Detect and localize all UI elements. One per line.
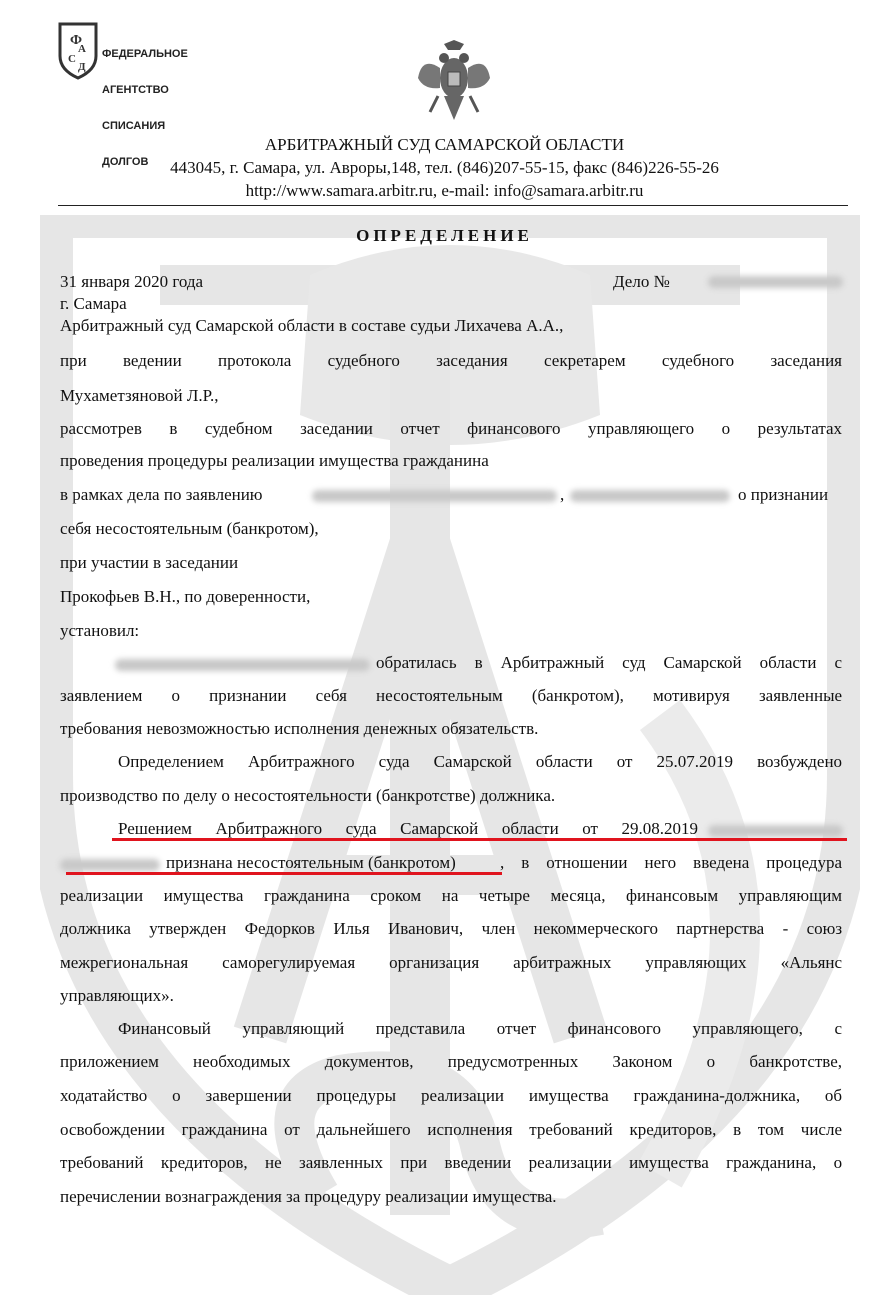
highlighted-text: признана несостоятельным (банкротом) [166, 853, 456, 872]
text-line: Арбитражный суд Самарской области в составе судьи Лихачева А.А., [60, 316, 564, 335]
text-line: рассмотрев в судебном заседании отчет финансового управляющего о результатах [60, 419, 843, 438]
redacted-case-number [708, 276, 843, 288]
text-line: ходатайство о завершении процедуры реализации имущества гражданина-должника, об [60, 1086, 843, 1105]
agency-logo [58, 22, 208, 168]
highlighted-text-line: Решением Арбитражного суда Самарской области от 29.08.2019 [118, 819, 699, 838]
redacted-applicant-name [312, 490, 557, 502]
document-date: 31 января 2020 года [60, 272, 204, 291]
svg-text:С: С [68, 53, 76, 65]
court-address: 443045, г. Самара, ул. Авроры,148, тел. (846)207-55-15, факс (846)226-55-26 [170, 158, 719, 177]
text-line: о признании [738, 485, 829, 504]
redacted-debtor-name [115, 659, 370, 671]
text-line: Определением Арбитражного суда Самарской области от 25.07.2019 возбуждено [118, 752, 843, 771]
agency-name: ФЕДЕРАЛЬНОЕ АГЕНТСТВО СПИСАНИЯ ДОЛГОВ [102, 48, 188, 168]
text-line: Прокофьев В.Н., по доверенности, [60, 587, 311, 606]
text-line: , в отношении него введена процедура [500, 853, 842, 872]
text-line: реализации имущества гражданина сроком на четыре месяца, финансовым управляющим [60, 886, 843, 905]
text-line: Мухаметзяновой Л.Р., [60, 386, 219, 405]
text-line: должника утвержден Федорков Илья Иванович, член некоммерческого партнерства - союз [60, 919, 843, 938]
text-line: установил: [60, 621, 140, 640]
text-comma: , [560, 485, 565, 504]
text-line: освобождении гражданина от дальнейшего исполнения требований кредиторов, в том числе [60, 1120, 842, 1139]
text-line: межрегиональная саморегулируемая организация арбитражных управляющих «Альянс [60, 953, 843, 972]
header-divider [58, 205, 848, 206]
case-number-label: Дело № [613, 272, 670, 291]
document-title: ОПРЕДЕЛЕНИЕ [356, 226, 533, 245]
text-line: обратилась в Арбитражный суд Самарской области с [376, 653, 842, 672]
document-city: г. Самара [60, 294, 127, 313]
text-line: требования невозможностью исполнения денежных обязательств. [60, 719, 539, 738]
court-contacts: http://www.samara.arbitr.ru, e-mail: info@samara.arbitr.ru [245, 181, 644, 200]
text-line: себя несостоятельным (банкротом), [60, 519, 319, 538]
coat-of-arms-icon [414, 38, 494, 124]
text-line: при ведении протокола судебного заседания секретарем судебного заседания [60, 351, 842, 370]
svg-text:Д: Д [78, 61, 86, 73]
text-line: производство по делу о несостоятельности (банкротстве) должника. [60, 786, 556, 805]
redacted-debtor-name [708, 825, 843, 837]
red-underline [112, 838, 847, 841]
text-line: приложением необходимых документов, предусмотренных Законом о банкротстве, [60, 1052, 843, 1071]
text-line: перечислении вознаграждения за процедуру реализации имущества. [60, 1187, 557, 1206]
court-name: АРБИТРАЖНЫЙ СУД САМАРСКОЙ ОБЛАСТИ [264, 135, 625, 154]
redacted-applicant-id [570, 490, 730, 502]
svg-text:Ф: Ф [70, 33, 83, 48]
text-line: заявлением о признании себя несостоятельным (банкротом), мотивируя заявленные [60, 686, 843, 705]
redacted-debtor-name [60, 859, 160, 871]
svg-text:А: А [78, 43, 86, 55]
shield-logo-icon [58, 22, 98, 80]
text-line: Финансовый управляющий представила отчет финансового управляющего, с [118, 1019, 843, 1038]
text-line: управляющих». [60, 986, 174, 1005]
text-line: требований кредиторов, не заявленных при введении реализации имущества гражданина, о [60, 1153, 843, 1172]
text-line: при участии в заседании [60, 553, 239, 572]
red-underline [66, 872, 502, 875]
text-line: проведения процедуры реализации имущества гражданина [60, 451, 489, 470]
text-line: в рамках дела по заявлению [60, 485, 263, 504]
